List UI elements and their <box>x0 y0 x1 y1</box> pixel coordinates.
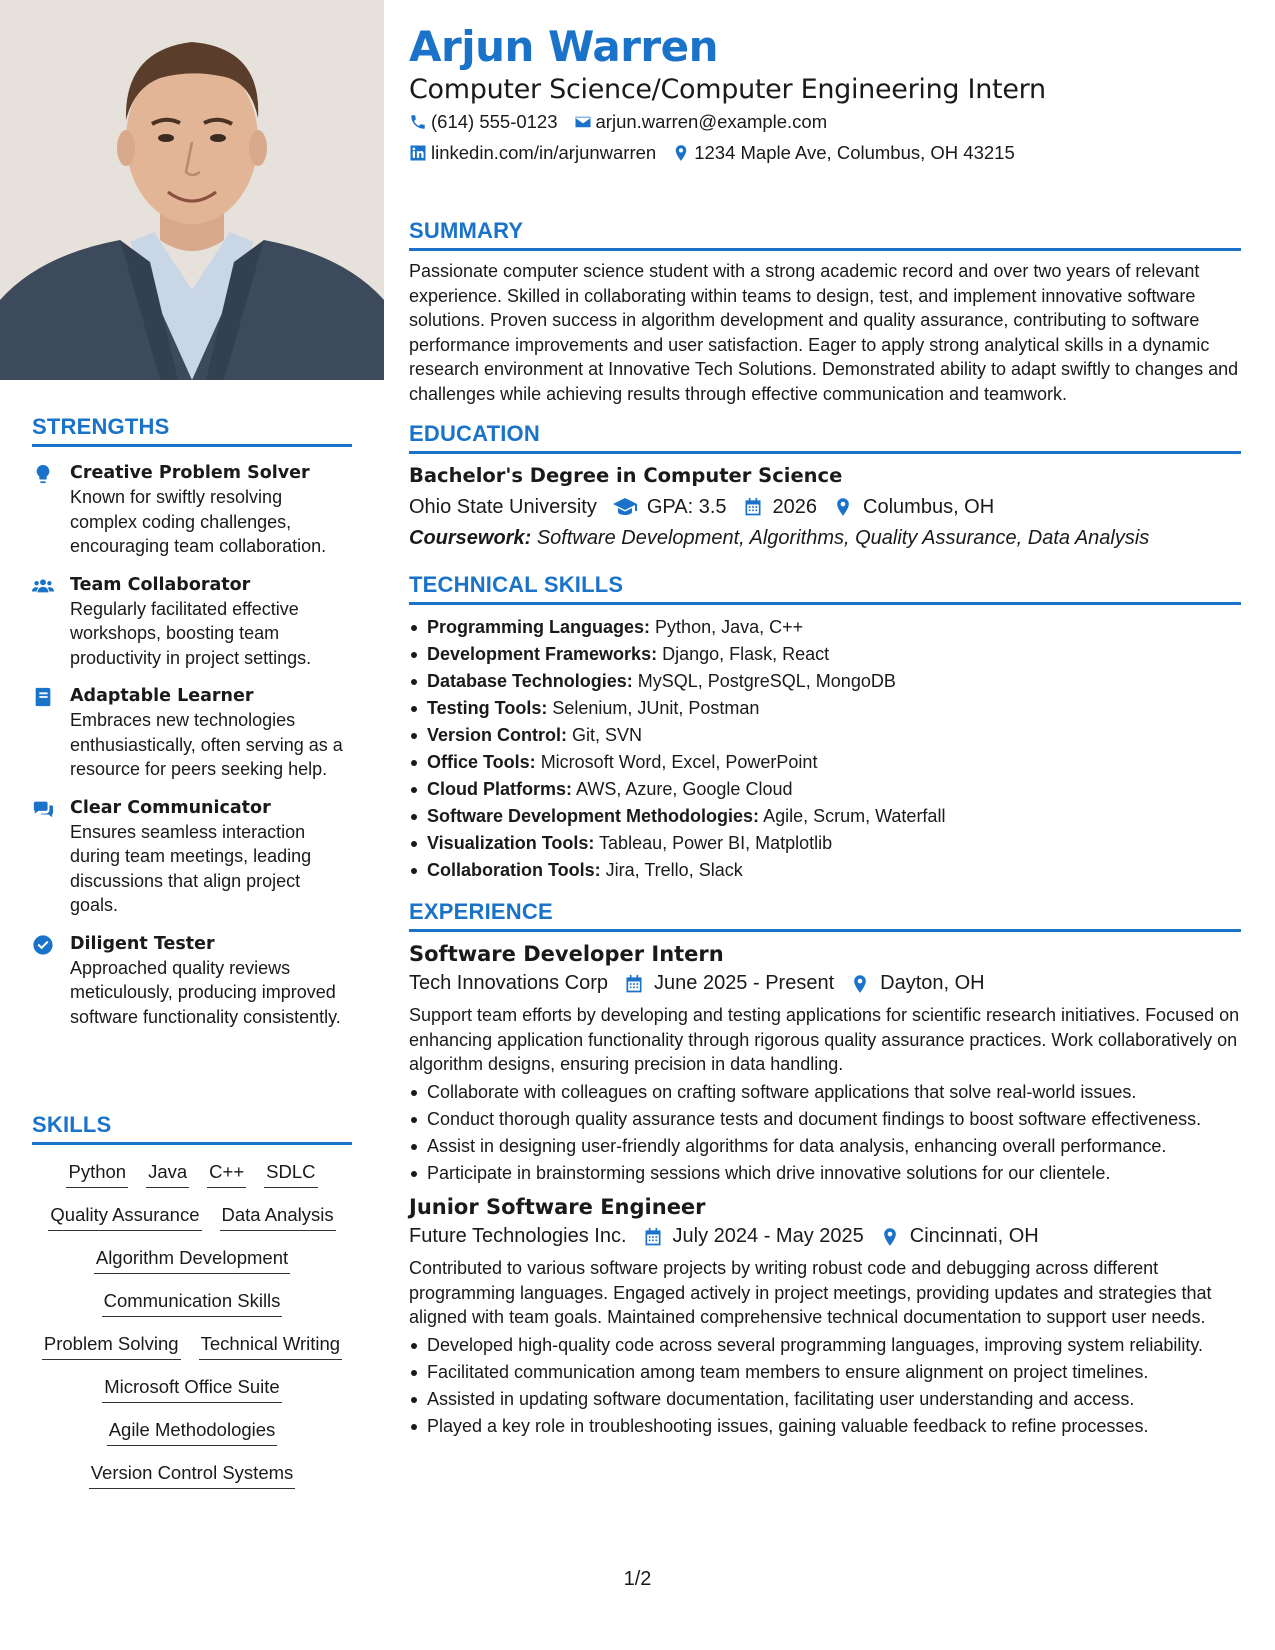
skill-chip: Technical Writing <box>199 1331 343 1360</box>
strength-description: Ensures seamless interaction during team meetings, leading discussions that align project goals. <box>70 821 312 915</box>
school-name: Ohio State University <box>409 495 597 518</box>
technical-skills-heading: TECHNICAL SKILLS <box>409 572 1241 605</box>
envelope-icon <box>574 113 592 131</box>
skills-heading: SKILLS <box>32 1112 352 1145</box>
skill-chip: Java <box>146 1159 189 1188</box>
graduation-cap-icon <box>613 495 637 519</box>
address-text: 1234 Maple Ave, Columbus, OH 43215 <box>694 142 1015 163</box>
job-entry <box>409 942 1241 1185</box>
skill-chip: Algorithm Development <box>94 1245 290 1274</box>
phone-text[interactable]: (614) 555-0123 <box>431 111 558 132</box>
education-location: Columbus, OH <box>863 495 995 518</box>
coursework <box>409 527 1241 550</box>
skill-chip: Quality Assurance <box>48 1202 201 1231</box>
strengths-section <box>32 414 352 1029</box>
coursework-list: Software Development, Algorithms, Quality Assurance, Data Analysis <box>536 527 1150 549</box>
strengths-heading: STRENGTHS <box>32 414 352 447</box>
skill-chip: Communication Skills <box>102 1288 283 1317</box>
company-name: Tech Innovations Corp <box>409 972 609 994</box>
left-column <box>0 0 384 1650</box>
list-item: Facilitated communication among team members to ensure alignment on project timelines. <box>409 1360 1241 1385</box>
experience-heading: EXPERIENCE <box>409 899 1241 932</box>
candidate-title: Computer Science/Computer Engineering Intern <box>409 74 1046 105</box>
strength-title: Diligent Tester <box>70 933 215 954</box>
linkedin-link[interactable]: linkedin.com/in/arjunwarren <box>431 142 657 163</box>
job-bullets <box>409 1333 1241 1439</box>
skill-chip: Version Control Systems <box>89 1460 296 1489</box>
job-dates: July 2024 - May 2025 <box>672 1225 864 1247</box>
job-entry <box>409 1195 1241 1438</box>
strength-item <box>32 461 352 559</box>
strength-description: Known for swiftly resolving complex coding challenges, encouraging team collaboration. <box>70 487 327 556</box>
list-item: Visualization Tools: Tableau, Power BI, Matplotlib <box>409 831 1241 856</box>
graduation-year: 2026 <box>772 495 818 518</box>
calendar-icon <box>743 497 763 517</box>
skill-chip: Python <box>66 1159 128 1188</box>
map-pin-icon <box>672 144 690 162</box>
list-item: Development Frameworks: Django, Flask, React <box>409 642 1241 667</box>
gpa-text: GPA: 3.5 <box>646 495 727 518</box>
summary-text: Passionate computer science student with a strong academic record and over two years of relevant experience. Skilled in collaborating within teams to design, test, and implement innovative software solutions. Proven success in algorithm development and quality assurance, contributing to software performance improvements and user satisfaction. Eager to apply strong analytical skills in a dynamic research environment at Innovative Tech Solutions. Demonstrated ability to adapt swiftly to changes and challenges while achieving results through effective communication and teamwork. <box>409 261 1239 404</box>
list-item: Software Development Methodologies: Agile, Scrum, Waterfall <box>409 804 1241 829</box>
calendar-icon <box>624 974 644 994</box>
job-bullets <box>409 1080 1241 1186</box>
skill-chip: Microsoft Office Suite <box>102 1374 281 1403</box>
summary-section <box>409 218 1241 406</box>
company-name: Future Technologies Inc. <box>409 1225 627 1247</box>
skill-chip: Problem Solving <box>42 1331 181 1360</box>
strength-title: Team Collaborator <box>70 574 251 595</box>
job-meta <box>409 1225 1241 1248</box>
map-pin-icon <box>850 974 870 994</box>
list-item: Version Control: Git, SVN <box>409 723 1241 748</box>
contact-row <box>409 142 1031 164</box>
education-heading: EDUCATION <box>409 421 1241 454</box>
education-meta <box>409 495 1241 519</box>
list-item: Conduct thorough quality assurance tests and document findings to boost software effectiveness. <box>409 1107 1241 1132</box>
skill-chip: C++ <box>207 1159 246 1188</box>
skill-chip: SDLC <box>264 1159 317 1188</box>
experience-section <box>409 899 1241 1441</box>
skills-section <box>32 1112 352 1489</box>
strength-title: Creative Problem Solver <box>70 463 310 483</box>
map-pin-icon <box>880 1227 900 1247</box>
strength-item <box>32 573 352 671</box>
map-pin-icon <box>833 497 853 517</box>
job-summary: Contributed to various software projects by writing robust code and debugging across different programming languages. Engaged actively in project meetings, providing updates and strategies that aligned with team goals. Maintained comprehensive technical documentation to support user needs. <box>409 1258 1212 1327</box>
candidate-name: Arjun Warren <box>409 22 719 71</box>
list-item: Developed high-quality code across several programming languages, improving system reliability. <box>409 1333 1241 1358</box>
check-circle-icon <box>32 932 70 1030</box>
degree-title: Bachelor's Degree in Computer Science <box>409 464 843 487</box>
skill-chip: Agile Methodologies <box>107 1417 278 1446</box>
list-item: Database Technologies: MySQL, PostgreSQL, MongoDB <box>409 669 1241 694</box>
strength-item <box>32 684 352 782</box>
list-item: Cloud Platforms: AWS, Azure, Google Cloud <box>409 777 1241 802</box>
job-role: Software Developer Intern <box>409 942 724 966</box>
list-item: Assist in designing user-friendly algorithms for data analysis, enhancing overall performance. <box>409 1134 1241 1159</box>
list-item: Testing Tools: Selenium, JUnit, Postman <box>409 696 1241 721</box>
strength-description: Embraces new technologies enthusiastically, often serving as a resource for peers seeking help. <box>70 710 343 779</box>
technical-skills-section <box>409 572 1241 885</box>
list-item: Collaborate with colleagues on crafting software applications that solve real-world issues. <box>409 1080 1241 1105</box>
summary-heading: SUMMARY <box>409 218 1241 251</box>
list-item: Programming Languages: Python, Java, C++ <box>409 615 1241 640</box>
strength-item <box>32 796 352 918</box>
strength-description: Regularly facilitated effective workshops, boosting team productivity in project settings. <box>70 598 312 668</box>
list-item: Participate in brainstorming sessions which drive innovative solutions for our clientele. <box>409 1161 1241 1186</box>
job-summary: Support team efforts by developing and testing applications for scientific research initiatives. Focused on enhancing application functionality through rigorous quality assurance practices. Work collaboratively on algorithm designs, ensuring precision in data handling. <box>409 1005 1240 1074</box>
lightbulb-icon <box>32 461 70 559</box>
job-role: Junior Software Engineer <box>409 1195 706 1219</box>
strength-title: Clear Communicator <box>70 797 271 818</box>
skill-chip: Data Analysis <box>220 1202 336 1231</box>
phone-icon <box>409 113 427 131</box>
education-section <box>409 421 1241 550</box>
list-item: Office Tools: Microsoft Word, Excel, PowerPoint <box>409 750 1241 775</box>
calendar-icon <box>643 1227 663 1247</box>
comments-icon <box>32 796 70 918</box>
coursework-label: Coursework: <box>409 527 532 549</box>
list-item: Played a key role in troubleshooting issues, gaining valuable feedback to refine processes. <box>409 1414 1241 1439</box>
profile-photo <box>0 0 384 380</box>
technical-skills-list <box>409 615 1241 883</box>
job-location: Cincinnati, OH <box>909 1225 1039 1247</box>
strength-title: Adaptable Learner <box>70 686 254 706</box>
list-item: Collaboration Tools: Jira, Trello, Slack <box>409 858 1241 883</box>
job-meta <box>409 972 1241 995</box>
linkedin-icon <box>409 144 427 162</box>
contact-row <box>409 111 843 133</box>
job-dates: June 2025 - Present <box>654 972 835 994</box>
page-number: 1/2 <box>623 1568 652 1590</box>
strength-item <box>32 932 352 1030</box>
book-icon <box>32 684 70 782</box>
job-location: Dayton, OH <box>880 972 985 994</box>
list-item: Assisted in updating software documentation, facilitating user understanding and access. <box>409 1387 1241 1412</box>
strength-description: Approached quality reviews meticulously, producing improved software functionality consistently. <box>70 957 341 1027</box>
email-link[interactable]: arjun.warren@example.com <box>595 111 828 132</box>
users-icon <box>32 573 70 671</box>
